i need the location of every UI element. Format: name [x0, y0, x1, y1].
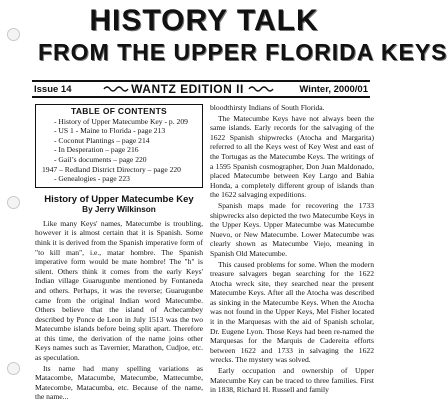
punch-hole-middle	[7, 196, 20, 209]
issue-number: Issue 14	[34, 83, 72, 95]
article-paragraph: This caused problems for some. When the modern treasure salvagers began searching for the 1622 Atocha wreck site, they searched near the present Matecumbe Keys. After all the Atocha was described as sinking in the Matecumbe Keys. When the Atocha was not found in the Upper Keys, Mel Fisher located it in the Marquesas with the aid of Spanish scholar, Dr. Eugene Lyon. Those Keys had been re-named the Marquesas for the Marquis de Cadereita efforts between 1622 and 1733 in salvaging the 1622 wrecks. The mystery was solved.	[210, 259, 374, 365]
wave-ornament-left-icon	[104, 85, 126, 93]
toc-item[interactable]: 1947 – Redland District Directory – page 220	[42, 164, 181, 174]
wave-ornament-right-icon	[249, 85, 271, 93]
toc-item[interactable]: - Genealogies - page 223	[54, 174, 130, 184]
left-column	[35, 104, 203, 403]
issue-date: Winter, 2000/01	[299, 83, 368, 95]
table-of-contents	[35, 104, 203, 188]
punch-hole-top	[7, 28, 20, 41]
article-title: History of Upper Matecumbe Key	[44, 193, 194, 205]
toc-item[interactable]: - Coconut Plantings – page 214	[54, 135, 150, 145]
article-paragraph: Like many Keys' names, Matecumbe is troubling, however it is almost certain that it is Spanish. Some think it is derived from the Spanish imperative form of "to kill man", i.e., matar hombre. The Spanish imperative form would be mate hombre! The "h" is silent. Others think it comes from the early Keys' Indian village Guarugunbe mentioned by Fontaneda and others. Perhaps, it was the reverse; Guarugunbe came from the original Indian word Matecumbe. Others believe that the island of Achecambey described by Ponce de Leon in July 1513 was the two Matecumbe islands before being split apart. Therefore at this time, the derivation of the name joins other Keys names such as Tavernier, Marathon, Cudjoe, etc. as speculation.	[35, 218, 203, 363]
toc-item[interactable]: - In Desperation – page 216	[54, 145, 139, 155]
edition-label	[100, 82, 271, 96]
article-paragraph: Its name had many spelling variations as Matacombe, Matacumbe, Matecumbe, Mattecumbe, Matecombe, Matacumba, etc. Because of the name, the name...	[35, 363, 203, 402]
right-column	[210, 103, 374, 396]
newsletter-subtitle: FROM THE UPPER FLORIDA KEYS	[38, 39, 448, 65]
punch-hole-bottom	[7, 362, 20, 375]
article-paragraph: bloodthirsty Indians of South Florida.	[210, 103, 325, 112]
issue-bar	[32, 80, 370, 98]
toc-item[interactable]: - US 1 - Maine to Florida - page 213	[54, 126, 166, 136]
article-paragraph: Spanish maps made for recovering the 1733 shipwrecks also depicted the two Matecumbe Keys in the Upper Keys. Upper Matecumbe was Matecumbe Nuevo, or New Matecumbe. Lower Matecumbe was clearly shown as Matecumbe Viejo, meaning in Spanish Old Matecumbe.	[210, 200, 374, 258]
masthead	[38, 4, 448, 66]
article-paragraph: The Matecumbe Keys have not always been the same islands. Early records for the salvaging of the 1622 Spanish shipwrecks (Atocha and Margarita) referred to all the Keys west of Key West and east of the Tortugas as the Matecumbe Keys. The writings of a 1595 Spanish cosmographer, Don Juan Maldonado, placed Matecumbe between Key Largo and Bahia Honda, a completely different group of islands than the 1622 salvaging expeditions.	[210, 113, 374, 200]
toc-item[interactable]: - Gail’s documents – page 220	[54, 154, 147, 164]
edition-name: WANTZ EDITION II	[131, 82, 244, 96]
article-byline: By Jerry Wilkinson	[82, 204, 156, 214]
article-paragraph: Early occupation and ownership of Upper Matecumbe Key can be traced to three families. First in 1838, Richard H. Russell and family	[210, 366, 374, 395]
toc-heading: TABLE OF CONTENTS	[70, 106, 168, 116]
toc-item[interactable]: - History of Upper Matecumbe Key - p. 209	[54, 116, 188, 126]
newsletter-title: HISTORY TALK	[89, 4, 319, 37]
